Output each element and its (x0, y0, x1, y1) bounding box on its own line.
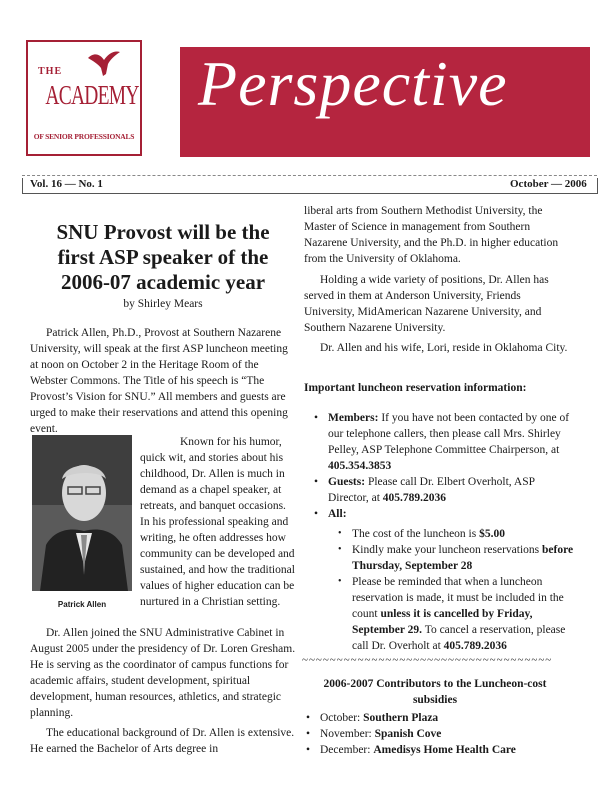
paragraph: Patrick Allen, Ph.D., Provost at Southern Nazarene University, will speak at the first ASP luncheon meeting at noon on October 2 in the Heritage Room of the Webster Commons. The Title of his speech is “The Provost’s Vision for SNU.” All members and guests are urged to make their reservations and attend this opening event. (30, 327, 288, 435)
price: $5.00 (479, 528, 505, 540)
contributors-heading: 2006-2007 Contributors to the Luncheon-cost subsidies (323, 678, 547, 706)
paragraph: Holding a wide variety of positions, Dr. Allen has served in them at Anderson University, Friends University, MidAmerican Nazarene University, and Southern Nazarene University. (304, 274, 549, 334)
eagle-icon (86, 48, 122, 78)
list-item (306, 726, 576, 742)
list-item (314, 410, 576, 474)
phone-number: 405.354.3853 (328, 460, 392, 472)
divider (22, 193, 597, 194)
month: November: (320, 728, 375, 740)
issue-date: October — 2006 (510, 178, 587, 190)
cancel-deadline: unless it is cancelled by Friday, September 29. (352, 608, 533, 636)
logo-academy: ACADEMY (45, 80, 139, 110)
list-item (338, 526, 576, 542)
logo-subtitle: OF SENIOR PROFESSIONALS (33, 132, 135, 141)
byline: by Shirley Mears (123, 298, 203, 310)
list-item (314, 474, 576, 506)
contributor-name: Amedisys Home Health Care (373, 744, 516, 756)
members-label: Members: (328, 412, 379, 424)
cost-text: The cost of the luncheon is (352, 528, 480, 540)
article-headline: SNU Provost will be the first ASP speaker of the 2006-07 academic year (56, 220, 270, 294)
list-item (306, 710, 576, 726)
list-item (314, 506, 576, 654)
contributor-name: Southern Plaza (363, 712, 439, 724)
contributors-list (306, 710, 576, 758)
all-label: All: (328, 508, 347, 520)
masthead-banner (180, 47, 590, 157)
phone-number: 405.789.2036 (382, 492, 447, 504)
list-item (338, 542, 576, 574)
deadline-text: Kindly make your luncheon reservations (352, 544, 543, 556)
paragraph-text: Known for his humor, quick wit, and stories about his childhood, Dr. Allen is much in demand as a chapel speaker, at retreats, and banquet occasions. In his professional speaking and writing, he often addresses how community can be developed and sustained, and how the traditional values of higher education can be nurtured in a Christian setting. (140, 436, 295, 608)
reservation-list (314, 410, 576, 654)
guests-text: Please call Dr. Elbert Overholt, ASP Director, at (328, 476, 535, 504)
list-item (338, 574, 576, 654)
phone-number: 405.789.2036 (443, 640, 507, 652)
volume-number: Vol. 16 — No. 1 (30, 178, 103, 190)
contributor-name: Spanish Cove (374, 728, 442, 740)
deadline: before Thursday, September 28 (352, 544, 574, 572)
photo-caption: Patrick Allen (57, 600, 107, 609)
paragraph: liberal arts from Southern Methodist University, the Master of Science in management from Southern Nazarene University, and the Ph.D. in higher education from the University of Oklahoma. (304, 205, 559, 265)
logo-the: THE (38, 66, 63, 77)
members-text: If you have not been contacted by one of our telephone callers, then please call Mrs. Shirley Pelley, ASP Telephone Committee Chairperson, at (328, 412, 570, 456)
sub-list (338, 526, 576, 654)
guests-label: Guests: (328, 476, 366, 488)
divider (22, 178, 23, 194)
logo (26, 40, 142, 156)
divider (597, 178, 598, 194)
decorative-divider: ~~~~~~~~~~~~~~~~~~~~~~~~~~~~~~~~~~~~ (302, 654, 553, 666)
cancel-text: Please be reminded that when a luncheon reservation is made, it must be included in the count (352, 576, 564, 620)
paragraph (140, 434, 298, 610)
paragraph: The educational background of Dr. Allen is extensive. He earned the Bachelor of Arts degree in (30, 727, 295, 755)
month: October: (320, 712, 364, 724)
newsletter-title: Perspective (198, 48, 508, 119)
paragraph: Dr. Allen and his wife, Lori, reside in Oklahoma City. (320, 342, 568, 354)
month: December: (320, 744, 374, 756)
cancel-text-2: To cancel a reservation, please call Dr. Overholt at (352, 624, 566, 652)
paragraph: Dr. Allen joined the SNU Administrative Cabinet in August 2005 under the presidency of Dr. Loren Gresham. He is serving as the coordinator of campus functions for academic affairs, student development, spiritual development, human resources, athletics, and strategic planning. (30, 627, 296, 719)
section-heading: Important luncheon reservation information: (304, 382, 527, 394)
divider (22, 175, 597, 176)
list-item (306, 742, 576, 758)
portrait-photo (32, 435, 132, 591)
